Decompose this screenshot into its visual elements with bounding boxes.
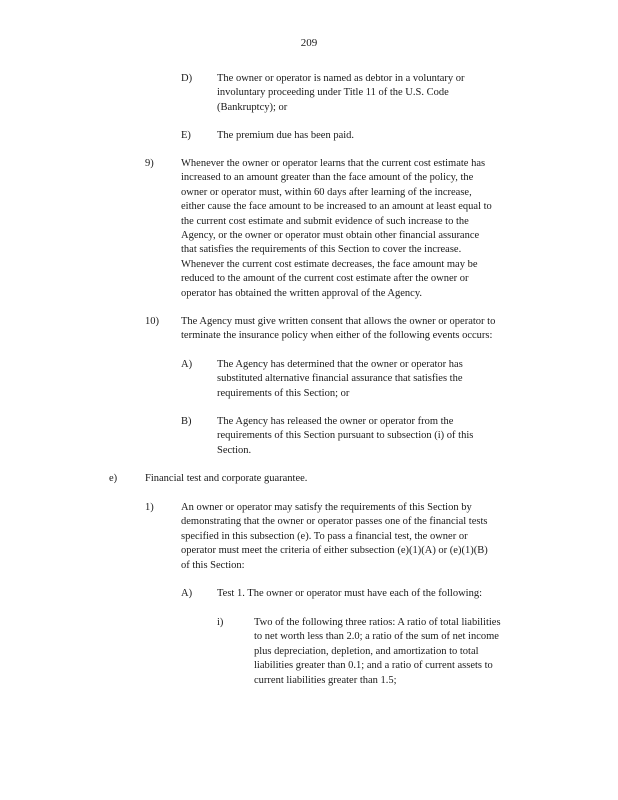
text-line: The Agency has released the owner or operator from the — [217, 416, 454, 427]
text-line: reduced to the amount of the current cost estimate after the owner or — [181, 273, 469, 285]
item-e1-text — [181, 501, 488, 573]
text-line: that satisfies the requirements of this Section to cover the increase. — [181, 244, 462, 256]
text-line: Test 1. The owner or operator must have each of the following: — [217, 588, 482, 599]
text-line: liabilities greater than 0.1; and a ratio of current assets to — [254, 660, 493, 672]
text-line: increased to an amount greater than the face amount of the policy, the — [181, 172, 474, 184]
item-d-text — [217, 72, 465, 115]
text-line: Whenever the owner or operator learns that the current cost estimate has — [181, 158, 486, 169]
item-label: B) — [181, 416, 192, 427]
item-10a-text — [217, 358, 463, 401]
text-line: demonstrating that the owner or operator passes one of the financial tests — [181, 516, 488, 528]
text-line: The owner or operator is named as debtor in a voluntary or — [217, 73, 465, 84]
item-label: E) — [181, 130, 191, 141]
text-line: The Agency has determined that the owner or operator has — [217, 359, 463, 370]
page-number: 209 — [300, 37, 318, 49]
text-line: terminate the insurance policy when either of the following events occurs: — [181, 330, 493, 342]
text-line: substituted alternative financial assurance that satisfies the — [217, 373, 463, 385]
item-label: A) — [181, 588, 193, 599]
text-line: involuntary proceeding under Title 11 of the U.S. Code — [217, 87, 449, 99]
text-line: requirements of this Section; or — [217, 387, 350, 399]
item-e-text — [217, 129, 354, 143]
item-e1ai-text — [254, 616, 501, 688]
text-line: (Bankruptcy); or — [217, 101, 288, 113]
text-line: An owner or operator may satisfy the requirements of this Section by — [181, 502, 472, 513]
item-label: D) — [181, 73, 193, 84]
item-10b-text — [217, 415, 473, 458]
text-line: The Agency must give written consent that allows the owner or operator to — [181, 316, 496, 327]
text-line: operator has obtained the written approval of the Agency. — [181, 287, 423, 299]
item-label: A) — [181, 359, 193, 370]
item-10-text — [181, 315, 495, 344]
text-line: Financial test and corporate guarantee. — [145, 473, 308, 484]
text-line: requirements of this Section pursuant to subsection (i) of this — [217, 430, 474, 442]
text-line: owner or operator must, within 60 days after learning of the increase, — [181, 186, 472, 198]
text-line: of this Section: — [181, 559, 245, 571]
item-label: 9) — [145, 158, 154, 169]
text-line: Section. — [217, 444, 252, 456]
text-line: either cause the face amount to be increased to an amount at least equal to — [181, 201, 492, 213]
item-label: i) — [217, 617, 224, 628]
text-line: current liabilities greater than 1.5; — [254, 674, 397, 686]
text-line: to net worth less than 2.0; a ratio of the sum of net income — [254, 631, 499, 643]
text-line: specified in this subsection (e). To pass a financial test, the owner or — [181, 530, 468, 542]
item-e1a-text — [217, 587, 482, 601]
item-label: 10) — [145, 316, 159, 327]
text-line: plus depreciation, depletion, and amortization to total — [254, 645, 479, 657]
item-label: 1) — [145, 502, 154, 513]
text-line: Agency, or the owner or operator must obtain other financial assurance — [181, 230, 480, 242]
section-e-heading — [145, 472, 307, 486]
text-line: The premium due has been paid. — [217, 130, 355, 141]
text-line: the current cost estimate and submit evidence of such increase to the — [181, 215, 469, 227]
text-line: Two of the following three ratios: A ratio of total liabilities — [254, 617, 501, 628]
text-line: Whenever the current cost estimate decreases, the face amount may be — [181, 258, 478, 270]
text-line: operator must meet the criteria of either subsection (e)(1)(A) or (e)(1)(B) — [181, 545, 488, 557]
section-label: e) — [109, 473, 118, 484]
item-9-text — [181, 157, 492, 301]
